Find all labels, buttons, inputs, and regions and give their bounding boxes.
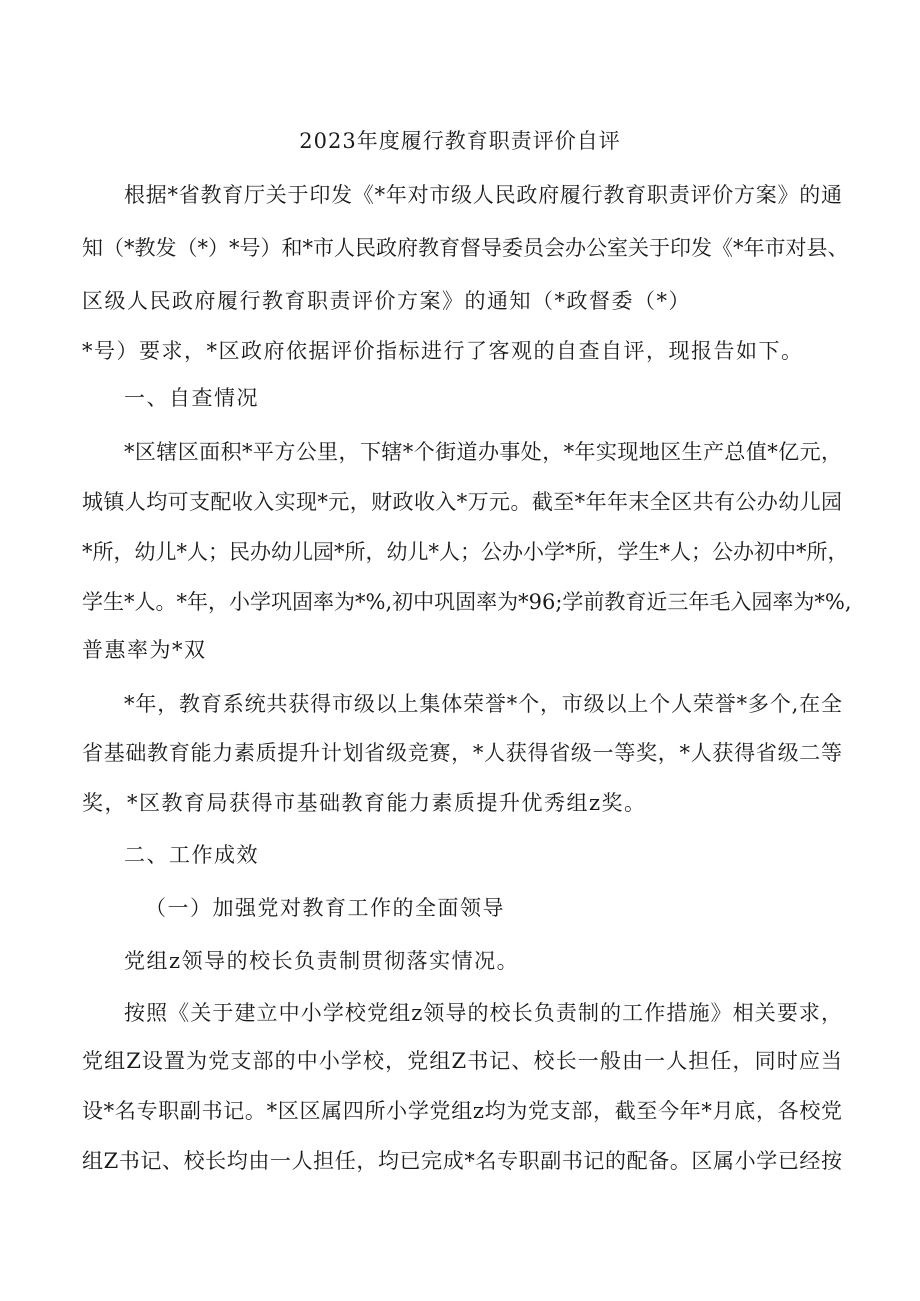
paragraph-line: *号）要求，*区政府依据评价指标进行了客观的自查自评，现报告如下。 xyxy=(82,339,804,363)
paragraph-line: 区级人民政府履行教育职责评价方案》的通知（*政督委（*） xyxy=(82,289,691,313)
paragraph-line: 根据*省教育厅关于印发《*年对市级人民政府履行教育职责评价方案》的通 xyxy=(124,183,842,207)
paragraph-line: 普惠率为*双 xyxy=(82,638,207,662)
paragraph-line: 组Z书记、校长均由一人担任，均已完成*名专职副书记的配备。区属小学已经按 xyxy=(82,1149,842,1173)
paragraph-line: *所，幼儿*人；民办幼儿园*所，幼儿*人；公办小学*所，学生*人；公办初中*所， xyxy=(82,540,849,564)
document-title: 2023年度履行教育职责评价自评 xyxy=(299,129,621,153)
section-heading: 一、自查情况 xyxy=(124,386,259,410)
paragraph-line: 知（*教发（*）*号）和*市人民政府教育督导委员会办公室关于印发《*年市对县、 xyxy=(82,236,849,260)
paragraph-line: 奖，*区教育局获得市基础教育能力素质提升优秀组z奖。 xyxy=(82,791,647,815)
paragraph-line: *年，教育系统共获得市级以上集体荣誉*个，市级以上个人荣誉*多个,在全 xyxy=(124,692,842,716)
paragraph-line: 设*名专职副书记。*区区属四所小学党组z均为党支部，截至今年*月底，各校党 xyxy=(82,1099,842,1123)
subsection-heading: （一）加强党对教育工作的全面领导 xyxy=(145,896,505,920)
paragraph-line: *区辖区面积*平方公里，下辖*个街道办事处，*年实现地区生产总值*亿元， xyxy=(124,440,842,464)
paragraph-line: 按照《关于建立中小学校党组z领导的校长负责制的工作措施》相关要求， xyxy=(124,1001,842,1025)
paragraph-line: 城镇人均可支配收入实现*元，财政收入*万元。截至*年年末全区共有公办幼儿园 xyxy=(82,490,842,514)
paragraph-line: 党组Z设置为党支部的中小学校，党组Z书记、校长一般由一人担任，同时应当 xyxy=(82,1049,842,1073)
section-heading: 二、工作成效 xyxy=(124,843,259,867)
paragraph-line: 学生*人。*年，小学巩固率为*%,初中巩固率为*96;学前教育近三年毛入园率为*%, xyxy=(82,590,852,614)
paragraph-line: 省基础教育能力素质提升计划省级竞赛，*人获得省级一等奖，*人获得省级二等 xyxy=(82,741,842,765)
paragraph-line: 党组z领导的校长负责制贯彻落实情况。 xyxy=(124,949,520,973)
